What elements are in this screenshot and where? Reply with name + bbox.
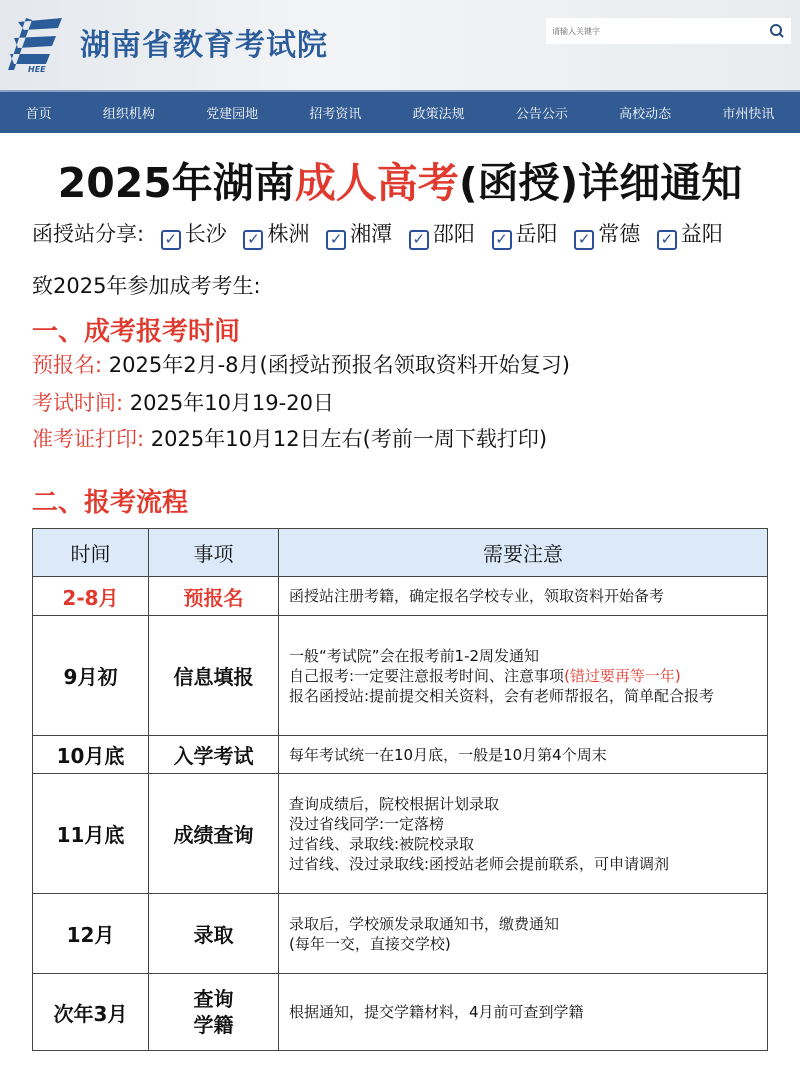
- city: 岳阳: [515, 222, 558, 246]
- note: 录取后，学校颁发录取通知书，缴费通知: [289, 914, 560, 933]
- time-cell: 次年3月: [33, 974, 149, 1051]
- time-cell: 11月底: [33, 774, 149, 894]
- table-row: [33, 577, 768, 616]
- info-line: [32, 349, 570, 379]
- time-cell: 12月: [33, 894, 149, 974]
- nav-item[interactable]: 首页: [25, 107, 52, 122]
- note: 没过省线同学:一定落榜: [289, 814, 445, 833]
- note: 过省线、没过录取线:函授站老师会提前联系，可申请调剂: [289, 854, 670, 873]
- info-value: 2025年2月-8月(函授站预报名领取资料开始复习): [108, 353, 570, 377]
- notes-cell: [279, 974, 768, 1051]
- info-value: 2025年10月12日左右(考前一周下载打印): [150, 427, 548, 451]
- info-line: [32, 387, 334, 417]
- title-part: (函授)详细通知: [458, 159, 743, 207]
- site-header: [0, 0, 800, 90]
- checkbox-icon: ✓: [657, 230, 677, 250]
- note: (每年一交，直接交学校): [289, 934, 451, 953]
- svg-text:HEE: HEE: [28, 65, 46, 74]
- item-cell: 录取: [149, 894, 279, 974]
- notes-cell: [279, 736, 768, 774]
- hee-logo-icon: [4, 14, 66, 74]
- item-cell: 预报名: [149, 577, 279, 616]
- city: 益阳: [680, 222, 723, 246]
- city: 长沙: [184, 222, 227, 246]
- table-row: [33, 774, 768, 894]
- table-row: [33, 616, 768, 736]
- note: 过省线、录取线:被院校录取: [289, 834, 475, 853]
- checkbox-icon: ✓: [326, 230, 346, 250]
- checkbox-icon: ✓: [492, 230, 512, 250]
- site-title: 湖南省教育考试院: [80, 28, 328, 63]
- search-box[interactable]: [546, 18, 791, 44]
- note: 函授站注册考籍，确定报名学校专业，领取资料开始备考: [289, 587, 665, 605]
- nav-item[interactable]: 组织机构: [102, 107, 155, 122]
- notes-cell: [279, 774, 768, 894]
- info-label: 准考证打印:: [32, 427, 145, 451]
- column-header: 时间: [33, 529, 149, 577]
- info-label: 预报名:: [32, 353, 103, 377]
- notes-cell: [279, 894, 768, 974]
- nav-item[interactable]: 市州快讯: [722, 107, 775, 122]
- note: 查询成绩后，院校根据计划录取: [289, 794, 500, 813]
- page-title: [0, 150, 800, 209]
- table-row: [33, 974, 768, 1051]
- city: 湘潭: [350, 222, 393, 246]
- greeting: 致2025年参加成考考生:: [32, 274, 261, 298]
- time-cell: 10月底: [33, 736, 149, 774]
- time-cell: 2-8月: [33, 577, 149, 616]
- note-highlight: (错过要再等一年): [564, 666, 681, 685]
- notes-cell: [279, 577, 768, 616]
- nav-item[interactable]: 招考资讯: [309, 107, 362, 122]
- info-label: 考试时间:: [32, 391, 124, 415]
- section-heading: 一、成考报考时间: [32, 317, 241, 347]
- search-icon[interactable]: [769, 23, 785, 39]
- nav-item[interactable]: 高校动态: [619, 107, 672, 122]
- note-text: 自己报考:一定要注意报考时间、注意事项: [289, 666, 565, 685]
- checkbox-icon: ✓: [243, 230, 263, 250]
- item-cell: 成绩查询: [149, 774, 279, 894]
- section-heading: 二、报考流程: [32, 488, 189, 518]
- nav-item[interactable]: 公告公示: [515, 107, 568, 122]
- note: 报名函授站:提前提交相关资料，会有老师帮报名，简单配合报考: [289, 686, 715, 705]
- column-header: 需要注意: [279, 529, 768, 577]
- column-header: 事项: [149, 529, 279, 577]
- note: 每年考试统一在10月底，一般是10月第4个周末: [289, 745, 607, 764]
- table-row: [33, 736, 768, 774]
- city: 邵阳: [432, 222, 475, 246]
- item-cell: 查询学籍: [149, 974, 279, 1051]
- info-line: [32, 423, 547, 453]
- nav-item[interactable]: 政策法规: [412, 107, 465, 122]
- main-nav: [0, 90, 800, 133]
- stations-label: 函授站分享:: [32, 222, 145, 246]
- city: 株洲: [267, 222, 310, 246]
- title-part: 2025年湖南: [57, 159, 295, 207]
- stations-row: [32, 218, 723, 250]
- item-cell: 入学考试: [149, 736, 279, 774]
- notes-cell: [279, 616, 768, 736]
- city: 常德: [598, 222, 641, 246]
- process-table: [32, 528, 768, 1051]
- checkbox-icon: ✓: [409, 230, 429, 250]
- item-cell: 信息填报: [149, 616, 279, 736]
- note: [289, 666, 757, 686]
- time-cell: 9月初: [33, 616, 149, 736]
- table-row: [33, 894, 768, 974]
- note: 根据通知，提交学籍材料，4月前可查到学籍: [289, 1003, 584, 1021]
- table-header: [33, 529, 768, 577]
- note: 一般“考试院”会在报考前1-2周发通知: [289, 646, 540, 665]
- checkbox-icon: ✓: [574, 230, 594, 250]
- info-value: 2025年10月19-20日: [129, 391, 334, 415]
- nav-item[interactable]: 党建园地: [206, 107, 259, 122]
- search-input[interactable]: 请输入关键字: [552, 26, 600, 36]
- title-highlight: 成人高考: [294, 159, 459, 207]
- checkbox-icon: ✓: [161, 230, 181, 250]
